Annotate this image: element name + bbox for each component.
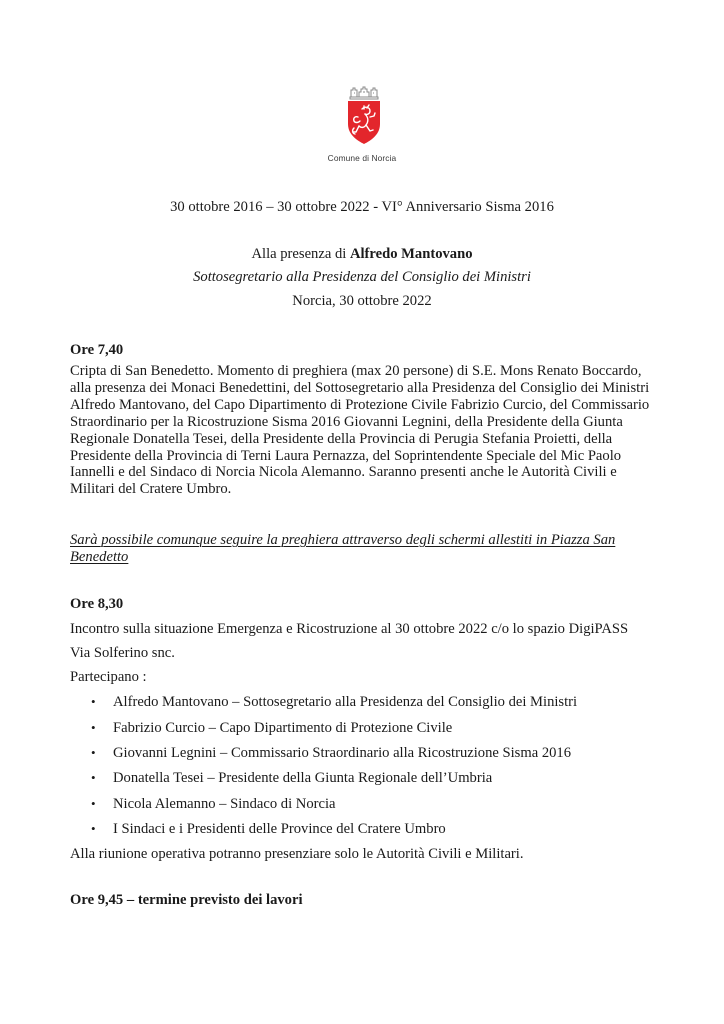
bullet-icon: • [91, 745, 96, 760]
participant-text: I Sindaci e i Presidenti delle Province del Cratere Umbro [113, 821, 446, 837]
meeting-closing-note: Alla riunione operativa potranno presenziare solo le Autorità Civili e Militari. [70, 846, 524, 862]
bullet-icon: • [91, 821, 96, 836]
bullet-icon: • [91, 770, 96, 785]
presence-line [0, 246, 724, 263]
bullet-icon: • [91, 796, 96, 811]
participant-text: Nicola Alemanno – Sindaco di Norcia [113, 796, 336, 812]
logo-caption: Comune di Norcia [327, 153, 397, 163]
participant-text: Alfredo Mantovano – Sottosegretario alla Presidenza del Consiglio dei Ministri [113, 694, 578, 710]
participants-label: Partecipano : [70, 669, 147, 685]
streaming-note-line: Benedetto [70, 549, 129, 565]
paragraph-line: Iannelli e del Sindaco di Norcia Nicola Alemanno. Saranno presenti anche le Autorità Civili e [70, 464, 617, 481]
meeting-address: Via Solferino snc. [70, 645, 175, 661]
section-paragraph [70, 363, 650, 498]
coat-of-arms-icon [334, 84, 394, 154]
participant-text: Donatella Tesei – Presidente della Giunta Regionale dell’Umbria [113, 770, 493, 786]
paragraph-line: Alfredo Mantovano, del Capo Dipartimento di Protezione Civile Fabrizio Curcio, del Commissario [70, 396, 650, 413]
paragraph-line: alla presenza dei Monaci Benedettini, del Sottosegretario alla Presidenza del Consiglio dei Ministri [70, 379, 650, 396]
paragraph-line: Militari del Cratere Umbro. [70, 481, 232, 498]
bullet-icon: • [91, 694, 96, 709]
participant-text: Giovanni Legnini – Commissario Straordinario alla Ricostruzione Sisma 2016 [113, 745, 572, 761]
bullet-icon: • [91, 720, 96, 735]
presence-prefix: Alla presenza di [251, 246, 350, 262]
presence-name: Alfredo Mantovano [349, 246, 473, 262]
section-time-heading: Ore 9,45 – termine previsto dei lavori [70, 892, 303, 908]
paragraph-line: Presidente della Provincia di Terni Laura Pernazza, del Soprintendente Speciale del Mic Paolo [70, 447, 622, 464]
place-date: Norcia, 30 ottobre 2022 [292, 293, 432, 309]
section-time-heading: Ore 8,30 [70, 596, 124, 612]
section-time-heading: Ore 7,40 [70, 342, 124, 358]
participant-text: Fabrizio Curcio – Capo Dipartimento di Protezione Civile [113, 720, 453, 736]
presence-role: Sottosegretario alla Presidenza del Consiglio dei Ministri [193, 269, 531, 285]
document-title: 30 ottobre 2016 – 30 ottobre 2022 - VI° Anniversario Sisma 2016 [170, 199, 554, 215]
meeting-description: Incontro sulla situazione Emergenza e Ricostruzione al 30 ottobre 2022 c/o lo spazio DigiPASS [70, 621, 629, 637]
paragraph-line: Cripta di San Benedetto. Momento di preghiera (max 20 persone) di S.E. Mons Renato Boccardo, [70, 363, 642, 379]
paragraph-line: Regionale Donatella Tesei, della Presidente della Provincia di Perugia Stefania Proietti, della [70, 430, 613, 447]
paragraph-line: Straordinario per la Ricostruzione Sisma 2016 Giovanni Legnini, della Presidente della Giunta [70, 413, 623, 430]
streaming-note-line: Sarà possibile comunque seguire la preghiera attraverso degli schermi allestiti in Piazza San [70, 532, 616, 548]
